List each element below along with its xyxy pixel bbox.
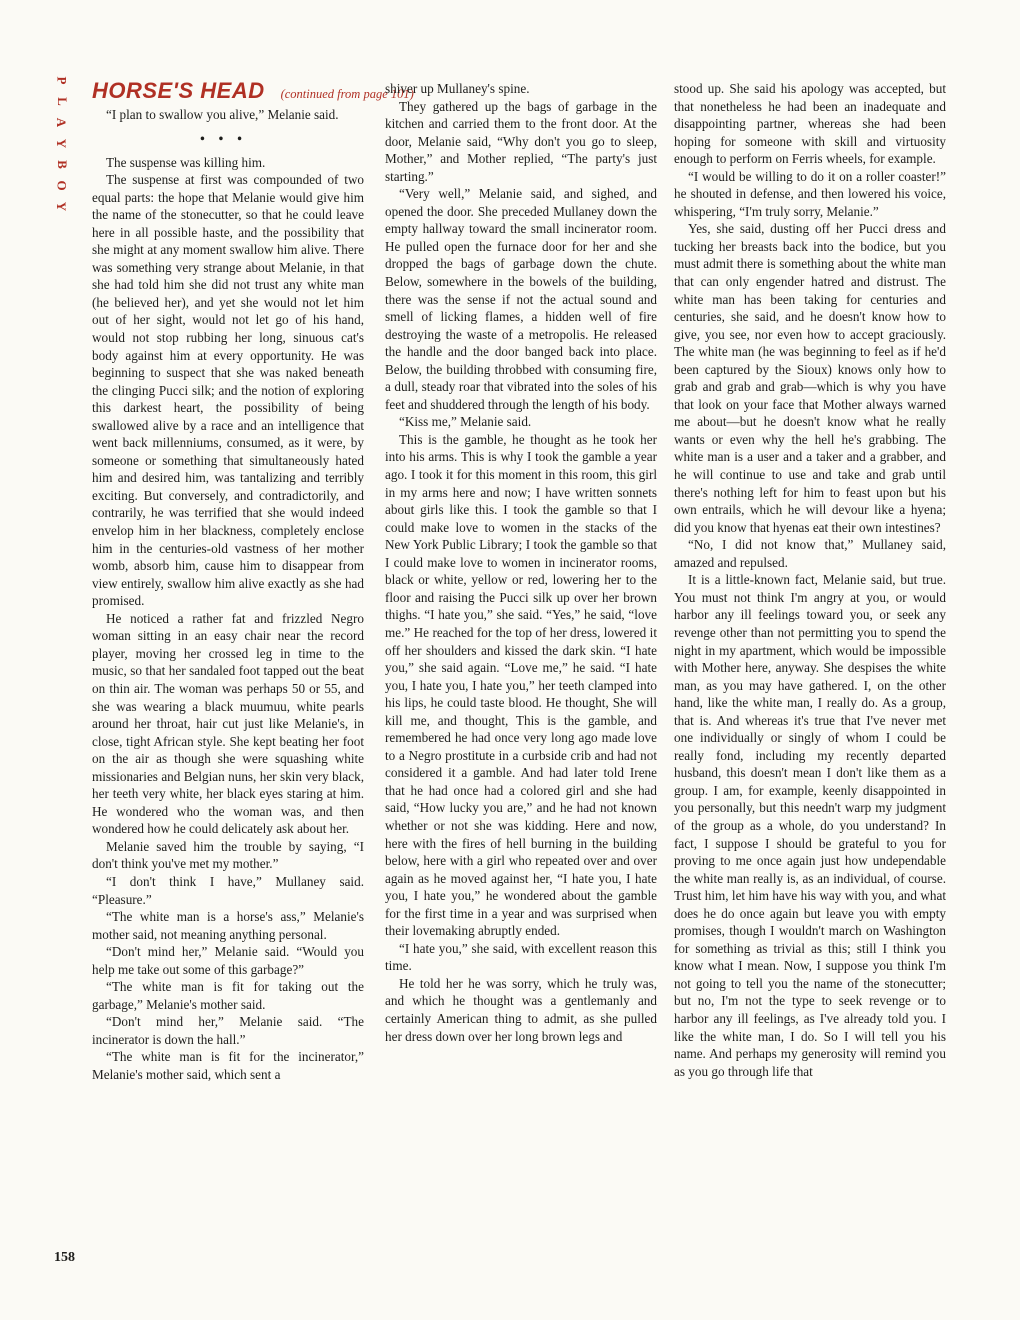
paragraph: “I plan to swallow you alive,” Melanie said. (106, 107, 339, 122)
paragraph: “Kiss me,” Melanie said. (399, 414, 532, 430)
paragraph: He noticed a rather fat and frizzled Negro woman sitting in an easy chair near the record player, moving her crossed leg in time to the music, so that her sandaled foot tapped out the beat on thin air. The woman was perhaps 50 or 55, and she was wearing a black muumuu, white pearls around her throat, hair cut just like Melanie's, in close, tight African style. She kept beating her foot on the air as though she were squashing white missionaries and Belgian nuns, her skin very black, her teeth very white, her black eyes staring at him. He wondered who the woman was, and then wondered how he could delicately ask about her. (92, 610, 364, 837)
paragraph: shiver up Mullaney's spine. (385, 81, 530, 96)
paragraph: “Don't mind her,” Melanie said. “The incinerator is down the hall.” (92, 1014, 364, 1047)
page-number: 158 (54, 1250, 75, 1265)
paragraph: It is a little-known fact, Melanie said, but true. You must not think I'm angry at you, or would harbor any ill feelings toward you, or seek any revenge other than not permitting you to spend the night in my apartment, which would be impossible with Mother here, anyway. She despises the white man, as you may have gathered. I, on the other hand, like the white man, I really do. As a group, that is. And whereas it's true that I've never met one individually or singly of whom I could be really fond, including my recently departed husband, this doesn't mean I don't like them as a group. I am, for example, keenly disappointed in you personally, but this needn't warp my judgment of the group as a whole, do you understand? In fact, I suppose I should be grateful to you for proving to me once again just how undependable the white man really is, as an individual, of course. Trust him, let him have his way with you, and what does he do once again but leave you with empty promises, though I wouldn't march on Washington for something as trivial as this; still I think you know what I mean. Now, I suppose you think I'm not going to tell you the name of the stonecutter; but no, I'm not the type to seek revenge or to harbor any ill feelings, as I've already told you. I like the white man, I do. So I will tell you his name. And perhaps my generosity will remind you as you go through life that (674, 572, 946, 1079)
paragraph: This is the gamble, he thought as he took her into his arms. This is why I took the gamble a year ago. I took it for this moment in this room, this girl in my arms here and now; I have written sonnets about girls like this. I took the gamble so that I could make love to women in the stacks of the New York Public Library; I took the gamble so that I could make love to women in incinerator rooms, black or white, yellow or red, lowering her to the floor and raising the Pucci silk up over her brown thighs. “I hate you,” she said. “Yes,” he said, “love me.” He reached for the top of her dress, lowered it off her shoulders and kissed the dark skin. “I hate you,” she said again. “Love me,” he said. “I hate you, I hate you, I hate you,” her teeth clamped into his lips, he could taste blood. He thought, She will kill me, and thought, This is the gamble, and remembered he had once very long ago made love to a Negro prostitute in a curbside crib and had not considered it a gamble. And had later told Irene that he had once had a colored girl and she had said, “How lucky you are,” and he had not known whether or not she was kidding. Here and now, here with the fires of hell burning in the building below, here with a girl who repeated over and over again as he moved against her, “I hate you, I hate you, I hate you,” he wondered about the gamble for the first time in a year and was surprised when their lovemaking abruptly ended. (385, 431, 657, 939)
text-column-1 (92, 106, 364, 1084)
side-label-letter: O (54, 180, 70, 191)
magazine-side-label (50, 70, 74, 217)
paragraph: They gathered up the bags of garbage in the kitchen and carried them to the front door. At the door, Melanie said, “Why don't you go to sleep, Mother,” and Mother replied, “The party's just starting.” (385, 98, 657, 184)
paragraph: “The white man is fit for taking out the garbage,” Melanie's mother said. (92, 979, 364, 1012)
text-column-3 (674, 80, 946, 1080)
side-label-letter: Y (54, 138, 70, 149)
paragraph: “I hate you,” she said, with excellent reason this time. (385, 940, 657, 974)
paragraph: Melanie saved him the trouble by saying, “I don't think you've met my mother.” (92, 838, 364, 872)
paragraph: The suspense was killing him. (106, 154, 266, 170)
continued-note: (continued from page 101) (280, 87, 414, 101)
paragraph: “No, I did not know that,” Mullaney said, amazed and repulsed. (674, 537, 946, 570)
paragraph: “I don't think I have,” Mullaney said. “Pleasure.” (92, 873, 364, 907)
paragraph: “I would be willing to do it on a roller coaster!” he shouted in defense, and then lowered his voice, whispering, “I'm truly sorry, Melanie.” (674, 168, 946, 219)
paragraph: “Very well,” Melanie said, and sighed, and opened the door. She preceded Mullaney down the empty hallway toward the small incinerator room. He pulled open the furnace door for her and she dropped the bags of garbage down the chute. Below, somewhere in the bowels of the building, there was the sense if not the actual sound and smell of licking flames, a hidden well of fire destroying the waste of a metropolis. He released the handle and the door banged back into place. Below, the building throbbed with consuming fire, a dull, steady roar that vibrated into the soles of his feet and shuddered through the length of his body. (385, 186, 657, 412)
side-label-letter: L (54, 97, 70, 106)
paragraph: “Don't mind her,” Melanie said. “Would you help me take out some of this garbage?” (92, 944, 364, 977)
paragraph: “The white man is a horse's ass,” Melanie's mother said, not meaning anything personal. (92, 909, 364, 942)
side-label-letter: A (54, 117, 70, 128)
section-break: ••• (200, 130, 256, 146)
paragraph: Yes, she said, dusting off her Pucci dress and tucking her breasts back into the bodice, but you must admit there is something about the white man that can only engender hatred and distrust. The white man has been taking for centuries and centuries, she said, and he doesn't know how to give, you see, nor even how to accept graciously. The white man (he was beginning to feel as if he'd been captured by the Sioux) knows only how to grab and grab and grab—which is why you have that look on your face that Mother always warned me about—but he doesn't know what he really wants or even why the hell he's grabbing. The white man is a user and a taker and a grabber, and he will continue to use and take and grab until there's nothing left for him to feast upon but his own entrails, which he will devour like a hyena; did you know that hyenas eat their own intestines? (674, 221, 946, 535)
side-label-letter: P (54, 76, 70, 85)
article-title: HORSE'S HEAD (92, 78, 265, 103)
paragraph: “The white man is fit for the incinerator,” Melanie's mother said, which sent a (92, 1049, 364, 1082)
paragraph: The suspense at first was compounded of two equal parts: the hope that Melanie would give him the name of the stonecutter, so that he could leave here in all possible haste, and the possibility that she might at any moment swallow him alive. There was something very strange about Melanie, in that she had told him she did not trust any white man (he believed her), and yet she would not let him out of her sight, would not let go of his hand, would not stop rubbing her long, sinuous cat's body against him at every opportunity. He was beginning to suspect that she was naked beneath the clinging Pucci silk; and the notion of exploring this darkest heart, the possibility of being swallowed alive by a race and an intelligence that went back millenniums, consumed, as it were, by someone or something that simultaneously hated him and desired him, was tantalizing and terribly exciting. But conversely, and contradictorily, and contrarily, he was terrified that she would indeed envelop him in her blackness, completely enclose him in the centuries-old vastness of her mother womb, absorb him, cause him to disappear from view entirely, swallow him alive exactly as she had promised. (92, 172, 364, 609)
side-label-letter: B (54, 160, 70, 169)
side-label-letter: Y (54, 201, 70, 212)
paragraph: stood up. She said his apology was accepted, but that nonetheless he had been an inadequate and disappointing partner, whereas she had been hoping for someone with skill and virtuosity enough to perform on Ferris wheels, for example. (674, 81, 946, 167)
paragraph: He told her he was sorry, which he truly was, and which he thought was a gentlemanly and certainly American thing to admit, as she pulled her dress down over her long brown legs and (385, 975, 657, 1044)
text-column-2 (385, 80, 657, 1045)
